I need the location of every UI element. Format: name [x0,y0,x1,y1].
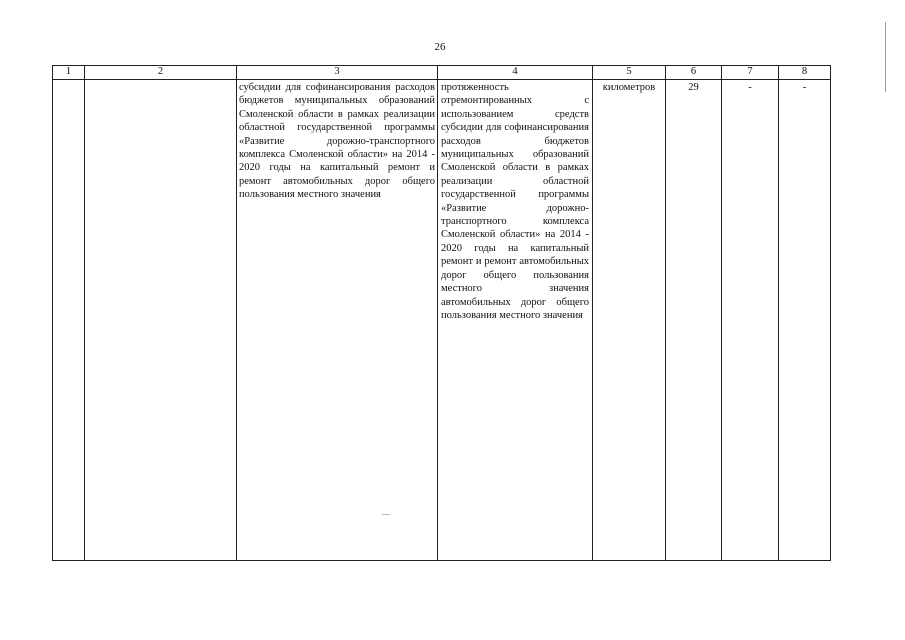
value-col8: - [802,82,807,93]
scan-edge-line [885,22,886,92]
header-cell-1: 1 [53,66,85,80]
header-cell-3: 3 [237,66,438,80]
cell-col1 [53,80,85,561]
header-cell-4: 4 [438,66,593,80]
cell-col6 [666,80,722,561]
unit-of-measure: километров [602,82,656,93]
cell-col8 [779,80,831,561]
value-col7: - [748,82,752,93]
table-header-row [53,66,831,80]
table-row [53,80,831,561]
page-number: 26 [434,41,446,53]
indicator-description: протяженность отремонтированных с использованием средств субсидии для софинансирования расходов бюджетов муниципальных образований Смоленской области в рамках реализации областной государственной программы «Развитие дорожно-транспортного комплекса Смоленской области» на 2014 - 2020 годы на капитальный ремонт и ремонт автомобильных дорог общего пользования местного значения автомобильных дорог общего пользования местного значения [441,82,589,321]
cell-col2 [85,80,237,561]
header-cell-6: 6 [666,66,722,80]
data-table [52,65,831,561]
header-cell-5: 5 [593,66,666,80]
subsidy-description: субсидии для софинансирования расходов бюджетов муниципальных образований Смоленской области в рамках реализации областной государственной программы «Развитие дорожно-транспортного комплекса Смоленской области» на 2014 - 2020 годы на капитальный ремонт и ремонт автомобильных дорог общего пользования местного значения [239,82,435,201]
value-col6: 29 [688,82,699,93]
cell-col3 [237,80,438,561]
cell-col7 [722,80,779,561]
cell-col4 [438,80,593,561]
header-cell-7: 7 [722,66,779,80]
header-cell-8: 8 [779,66,831,80]
header-cell-2: 2 [85,66,237,80]
cell-col5 [593,80,666,561]
